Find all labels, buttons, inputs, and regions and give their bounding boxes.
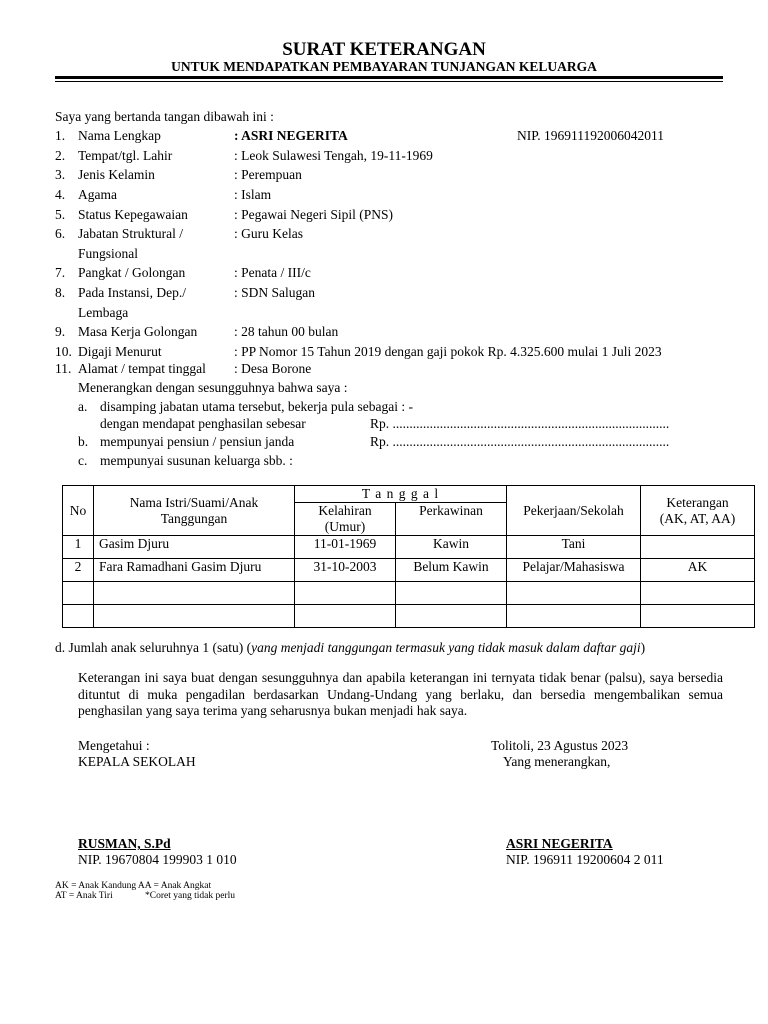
header-rule-thick	[55, 76, 723, 79]
document-subtitle: UNTUK MENDAPATKAN PEMBAYARAN TUNJANGAN KELUARGA	[171, 59, 597, 74]
field-number: 8.	[55, 285, 66, 300]
header-rule-thin	[55, 81, 723, 82]
cell-keterangan	[641, 582, 755, 605]
field-value: : Pegawai Negeri Sipil (PNS)	[234, 207, 393, 222]
cell-nama: Gasim Djuru	[94, 536, 295, 559]
cell-perkawinan: Belum Kawin	[396, 559, 507, 582]
field-value: : ASRI NEGERITA	[234, 128, 348, 143]
cell-perkawinan	[396, 582, 507, 605]
item-a-text: disamping jabatan utama tersebut, bekerja pula sebagai : -	[100, 399, 414, 414]
table-header-row	[63, 486, 755, 503]
cell-kelahiran: 11-01-1969	[295, 536, 396, 559]
field-number: 2.	[55, 148, 66, 163]
field-label: Digaji Menurut	[78, 344, 162, 359]
cell-no	[63, 605, 94, 628]
header-nama: Nama Istri/Suami/Anak Tanggungan	[94, 486, 295, 536]
kepala-sekolah-nip: NIP. 19670804 199903 1 010	[78, 852, 237, 867]
field-number: 7.	[55, 265, 66, 280]
field-label: Agama	[78, 187, 117, 202]
cell-no: 1	[63, 536, 94, 559]
header-keterangan: Keterangan (AK, AT, AA)	[641, 486, 755, 536]
cell-nama: Fara Ramadhani Gasim Djuru	[94, 559, 295, 582]
kepala-sekolah-name: RUSMAN, S.Pd	[78, 836, 171, 851]
field-label: Jenis Kelamin	[78, 167, 155, 182]
family-table	[62, 485, 755, 628]
item-a-marker: a.	[78, 399, 88, 414]
item-a-rp: Rp. ..................................................................................	[370, 416, 670, 431]
signer-name: ASRI NEGERITA	[506, 836, 613, 851]
field-label: Alamat / tempat tinggal	[78, 361, 206, 376]
cell-nama	[94, 582, 295, 605]
field-value: : PP Nomor 15 Tahun 2019 dengan gaji pokok Rp. 4.325.600 mulai 1 Juli 2023	[234, 344, 662, 359]
item-c-text: mempunyai susunan keluarga sbb. :	[100, 453, 293, 468]
jumlah-anak-suffix: )	[640, 640, 646, 655]
cell-keterangan	[641, 605, 755, 628]
cell-pekerjaan: Tani	[507, 536, 641, 559]
field-label: Nama Lengkap	[78, 128, 161, 143]
table-row	[63, 605, 755, 628]
jumlah-anak-prefix: d. Jumlah anak seluruhnya 1 (satu) (	[55, 640, 252, 655]
table-row	[63, 536, 755, 559]
cell-perkawinan	[396, 605, 507, 628]
mengetahui-label: Mengetahui :	[78, 738, 150, 753]
field-value: : Perempuan	[234, 167, 302, 182]
item-a-text-cont: dengan mendapat penghasilan sebesar	[100, 416, 306, 431]
cell-nama	[94, 605, 295, 628]
signer-nip: NIP. 196911 19200604 2 011	[506, 852, 664, 867]
footnote-line-2a: AT = Anak Tiri	[55, 891, 113, 901]
field-label: Pada Instansi, Dep./	[78, 285, 186, 300]
yang-menerangkan-label: Yang menerangkan,	[503, 754, 611, 769]
cell-perkawinan: Kawin	[396, 536, 507, 559]
header-no: No	[63, 486, 94, 536]
cell-no	[63, 582, 94, 605]
cell-keterangan: AK	[641, 559, 755, 582]
field-label: Tempat/tgl. Lahir	[78, 148, 173, 163]
field-label: Pangkat / Golongan	[78, 265, 186, 280]
cell-kelahiran	[295, 605, 396, 628]
item-c-marker: c.	[78, 453, 88, 468]
field-value: : SDN Salugan	[234, 285, 315, 300]
header-tanggal: T a n g g a l	[295, 486, 507, 503]
header-pekerjaan: Pekerjaan/Sekolah	[507, 486, 641, 536]
field-number: 6.	[55, 226, 66, 241]
field-number: 3.	[55, 167, 66, 182]
kepala-sekolah-label: KEPALA SEKOLAH	[78, 754, 196, 769]
field-number: 10.	[55, 344, 72, 359]
table-row	[63, 582, 755, 605]
field-number: 9.	[55, 324, 66, 339]
field-label-cont: Fungsional	[78, 246, 139, 261]
cell-pekerjaan	[507, 582, 641, 605]
field-label: Masa Kerja Golongan	[78, 324, 198, 339]
cell-no: 2	[63, 559, 94, 582]
field-value: : Guru Kelas	[234, 226, 303, 241]
cell-pekerjaan	[507, 605, 641, 628]
field-value: : 28 tahun 00 bulan	[234, 324, 339, 339]
field-label: Status Kepegawaian	[78, 207, 188, 222]
place-date: Tolitoli, 23 Agustus 2023	[491, 738, 629, 753]
field-nip: NIP. 196911192006042011	[517, 128, 665, 143]
field-value: : Islam	[234, 187, 272, 202]
intro-text: Saya yang bertanda tangan dibawah ini :	[55, 109, 274, 124]
cell-pekerjaan: Pelajar/Mahasiswa	[507, 559, 641, 582]
field-number: 5.	[55, 207, 66, 222]
field-number: 1.	[55, 128, 66, 143]
field-label: Jabatan Struktural /	[78, 226, 183, 241]
statement-paragraph: Keterangan ini saya buat dengan sesungguhnya dan apabila keterangan ini ternyata tidak benar (palsu), saya bersedia dituntut di muka pengadilan berdasarkan Undang-Undang yang berlaku, dan bersedia mengembalikan semua penghasilan yang saya terima yang seharusnya bukan menjadi hak saya.	[78, 670, 723, 718]
declaration-lead: Menerangkan dengan sesungguhnya bahwa saya :	[78, 380, 348, 395]
cell-kelahiran: 31-10-2003	[295, 559, 396, 582]
field-label-cont: Lembaga	[78, 305, 129, 320]
field-number: 4.	[55, 187, 66, 202]
field-value: : Leok Sulawesi Tengah, 19-11-1969	[234, 148, 433, 163]
field-number: 11.	[55, 361, 72, 376]
table-row	[63, 559, 755, 582]
footnote-line-2b: *Coret yang tidak perlu	[145, 891, 235, 901]
item-b-marker: b.	[78, 434, 89, 449]
cell-kelahiran	[295, 582, 396, 605]
header-perkawinan: Perkawinan	[396, 503, 507, 536]
item-b-text: mempunyai pensiun / pensiun janda	[100, 434, 295, 449]
header-kelahiran: Kelahiran (Umur)	[295, 503, 396, 536]
jumlah-anak-line	[55, 640, 645, 656]
jumlah-anak-note: yang menjadi tanggungan termasuk yang tidak masuk dalam daftar gaji	[251, 640, 641, 655]
footnote-line-1: AK = Anak Kandung AA = Anak Angkat	[55, 881, 212, 891]
item-b-rp: Rp. ..................................................................................	[370, 434, 670, 449]
field-value: : Penata / III/c	[234, 265, 311, 280]
document-title: SURAT KETERANGAN	[282, 39, 486, 60]
field-value: : Desa Borone	[234, 361, 312, 376]
cell-keterangan	[641, 536, 755, 559]
